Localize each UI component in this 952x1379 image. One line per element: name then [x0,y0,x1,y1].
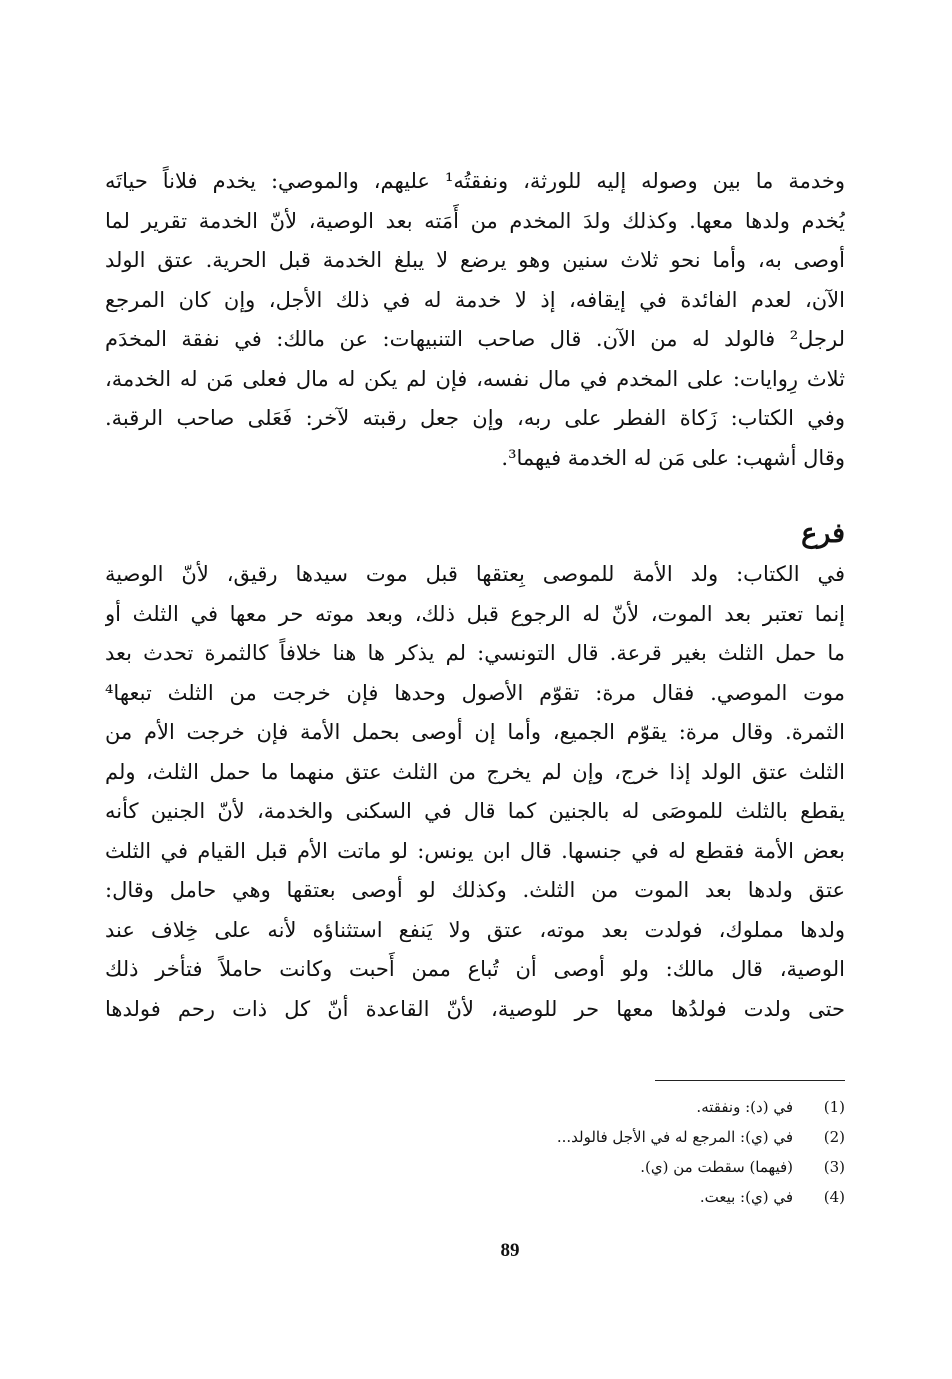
footnote-text: (فيهما) سقطت من (ي). [640,1158,793,1176]
footnote-item [300,1182,845,1212]
footnote-item [300,1122,845,1152]
text-line: وفي الكتاب: زَكاة الفطر على ربه، وإن جعل رقبته لآخر: فَعَلى صاحب الرقبة. [105,406,845,430]
text-line: إنما تعتبر بعد الموت، لأنّ له الرجوع قبل ذلك، وبعد موته حر معها في الثلث أو [105,601,845,626]
text-line: الآن، لعدم الفائدة في إيقافه، إذ لا خدمة له في ذلك الأجل، وإن كان المرجع [105,287,845,312]
text-line: أوصى به، وأما نحو ثلاث سنين وهو يرضع لا يبلغ الخدمة قبل الحرية. عتق الولد [105,248,845,272]
paragraph-2 [105,555,845,1029]
text-line: حتى ولدت فولدُها معها حر للوصية، لأنّ القاعدة أنّ كل ذات رحم فولدها [105,996,845,1021]
footnote-item [300,1152,845,1182]
text-line: وقال أشهب: على مَن له الخدمة فيهما³. [501,445,845,470]
footnote-text: في (ي): المرجع له في الأجل فالولد... [556,1128,793,1146]
text-line: يقطع بالثلث للموصَى له بالجنين كما قال في السكنى والخدمة، لأنّ الجنين كأنه [105,799,845,823]
footnote-item [300,1092,845,1122]
footnote-number: (1) [823,1098,845,1116]
text-line: بعض الأمة فقطع له في جنسها. قال ابن يونس: لو ماتت الأم قبل القيام في الثلث [105,838,845,863]
text-line: الوصية، قال مالك: ولو أوصى أن تُباع ممن أَحبت وكانت حاملاً فتأخر ذلك [105,957,845,981]
text-line: وخدمة ما بين وصوله إليه للورثة، ونفقتُه¹ عليهم، والموصي: يخدم فلاناً حياتَه [105,169,845,193]
footnote-text: في (د): ونفقته. [696,1098,793,1116]
text-line: في الكتاب: ولد الأمة للموصى بِعتقها قبل موت سيدها رقيق، لأنّ الوصية [105,562,845,586]
text-line: الثمرة. وقال مرة: يقوّم الجميع، وأما إن أوصى بحمل الأمة فإن خرجت الأم من [105,720,845,744]
text-line: لرجل² فالولد له من الآن. قال صاحب التنبيهات: عن مالك: في نفقة المخدَم [105,327,845,351]
paragraph-1 [105,162,845,478]
text-line: موت الموصي. فقال مرة: تقوّم الأصول وحدها فإن خرجت من الثلث تبعها⁴ [105,680,845,705]
text-line: الثلث عتق الولد إذا خرج، وإن لم يخرج من الثلث عتق منهما ما حمل الثلث، ولم [105,759,845,784]
page-number: 89 [500,1240,520,1261]
footnote-number: (4) [823,1188,845,1206]
text-line: يُخدم ولدها معها. وكذلك ولدَ المخدم من أَمَته بعد الوصية، لأنّ الخدمة تقرير لما [105,208,845,233]
text-line: ثلاث رِوايات: على المخدم في مال نفسه، فإن لم يكن له مال فعلى مَن له الخدمة، [105,366,845,391]
text-line: عتق ولدها بعد الموت من الثلث. وكذلك لو أوصى بعتقها وهي حامل وقال: [105,878,845,902]
footnote-divider [655,1080,845,1081]
section-heading: فرع [801,518,845,549]
footnote-text: في (ي): بيعت. [699,1188,793,1206]
footnote-number: (3) [823,1158,845,1176]
footnotes [300,1092,845,1212]
footnote-number: (2) [823,1128,845,1146]
text-line: ولدها مملوك، فولدت بعد موته، عتق ولا يَنفع استثناؤه لأنه على خِلاف عند [105,917,845,942]
text-line: ما حمل الثلث بغير قرعة. قال التونسي: لم يذكر ها هنا خلافاً كالثمرة تحدث بعد [105,641,845,665]
